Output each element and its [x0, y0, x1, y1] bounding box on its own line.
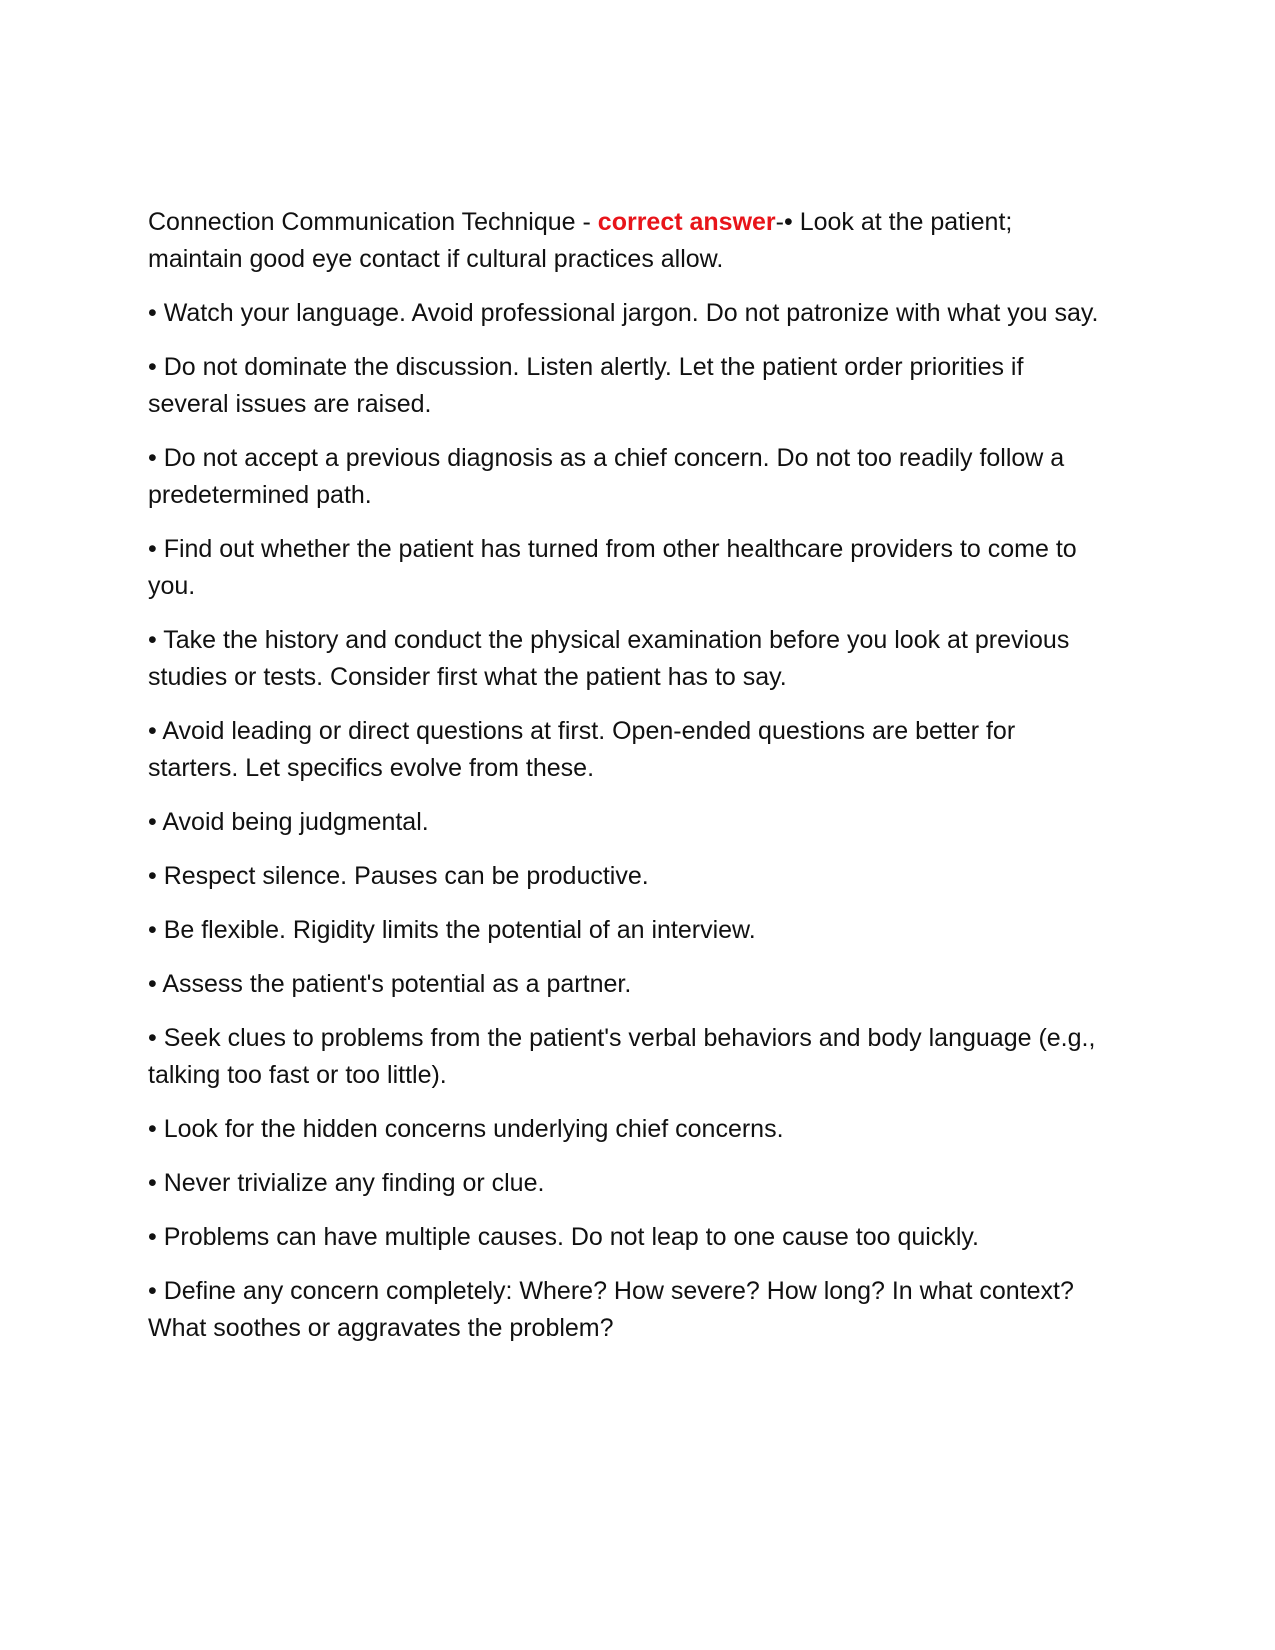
bullet-item: • Never trivialize any finding or clue. — [148, 1169, 545, 1197]
question-text: Connection Communication Technique - — [148, 208, 598, 236]
bullet-item: • Do not dominate the discussion. Listen alertly. Let the patient order priorities if several issues are raised. — [148, 353, 1024, 418]
bullet-item: • Be flexible. Rigidity limits the potential of an interview. — [148, 916, 756, 944]
bullet-item: • Problems can have multiple causes. Do not leap to one cause too quickly. — [148, 1223, 979, 1251]
bullet-item: • Find out whether the patient has turned from other healthcare providers to come to you. — [148, 535, 1077, 600]
bullet-item: • Assess the patient's potential as a partner. — [148, 970, 632, 998]
bullet-item: • Watch your language. Avoid professional jargon. Do not patronize with what you say. — [148, 299, 1099, 327]
bullet-item: • Take the history and conduct the physical examination before you look at previous studies or tests. Consider first what the patient has to say. — [148, 626, 1070, 691]
bullet-item: • Respect silence. Pauses can be productive. — [148, 862, 649, 890]
bullet-item: • Avoid leading or direct questions at first. Open-ended questions are better for starters. Let specifics evolve from these. — [148, 717, 1016, 782]
document-body — [148, 204, 1108, 1364]
bullet-item: • Look for the hidden concerns underlying chief concerns. — [148, 1115, 784, 1143]
bullet-item: • Avoid being judgmental. — [148, 808, 429, 836]
bullet-item: • Do not accept a previous diagnosis as a chief concern. Do not too readily follow a predetermined path. — [148, 444, 1065, 509]
bullet-item: • Define any concern completely: Where? How severe? How long? In what context? What soothes or aggravates the problem? — [148, 1277, 1074, 1342]
bullet-item: • Seek clues to problems from the patient's verbal behaviors and body language (e.g., talking too fast or too little). — [148, 1024, 1096, 1089]
question-paragraph — [148, 204, 1108, 278]
answer-text: -• Look at the patient; maintain good eye contact if cultural practices allow. — [148, 208, 1013, 273]
correct-answer-label: correct answer — [597, 208, 776, 236]
